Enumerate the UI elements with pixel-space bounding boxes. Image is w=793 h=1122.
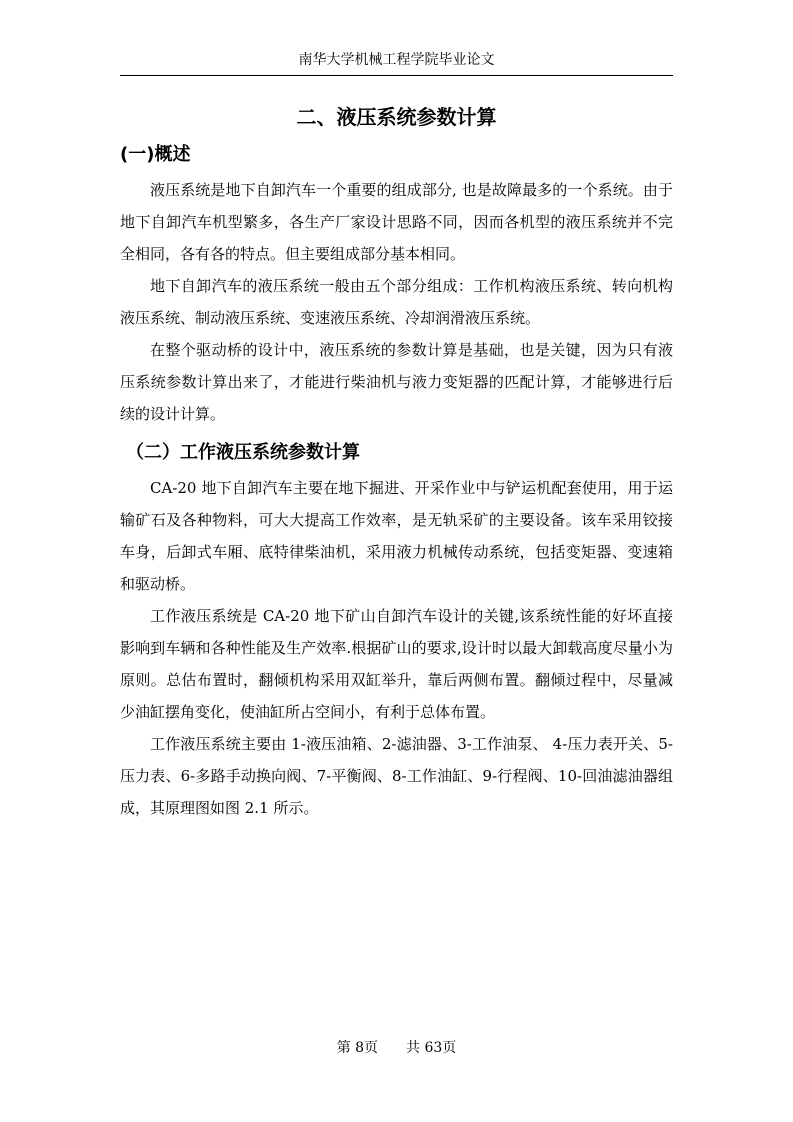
paragraph: 液压系统是地下自卸汽车一个重要的组成部分, 也是故障最多的一个系统。由于地下自卸汽车机型繁多，各生产厂家设计思路不同，因而各机型的液压系统并不完全相同，各有各的特点。但主要组成部分基本相同。 — [120, 181, 673, 263]
document-body — [120, 100, 673, 824]
paragraph: CA-20 地下自卸汽车主要在地下掘进、开采作业中与铲运机配套使用，用于运输矿石及各种物料，可大大提高工作效率，是无轨采矿的主要设备。该车采用铰接车身，后卸式车厢、底特律柴油机，采用液力机械传动系统，包括变矩器、变速箱和驱动桥。 — [120, 479, 673, 593]
chapter-title: 二、液压系统参数计算 — [296, 105, 497, 129]
header-rule — [120, 75, 673, 76]
paragraph: 工作液压系统是 CA-20 地下矿山自卸汽车设计的关键,该系统性能的好坏直接影响到车辆和各种性能及生产效率.根据矿山的要求,设计时以最大卸载高度尽量小为原则。总估布置时，翻倾机构采用双缸举升，靠后两侧布置。翻倾过程中，尽量减少油缸摆角变化，使油缸所占空间小，有利于总体布置。 — [120, 607, 673, 721]
page-number: 第 8页 — [336, 1040, 379, 1056]
paragraph: 地下自卸汽车的液压系统一般由五个部分组成：工作机构液压系统、转向机构液压系统、制动液压系统、变速液压系统、冷却润滑液压系统。 — [120, 277, 673, 327]
page-header: 南华大学机械工程学院毕业论文 — [298, 52, 495, 68]
page-footer — [120, 1038, 673, 1058]
section-title-hydraulic-calc: （二）工作液压系统参数计算 — [126, 442, 360, 463]
section-title-overview: (一)概述 — [120, 144, 191, 165]
paragraph: 在整个驱动桥的设计中，液压系统的参数计算是基础，也是关键，因为只有液压系统参数计算出来了，才能进行柴油机与液力变矩器的匹配计算，才能够进行后续的设计计算。 — [120, 341, 673, 423]
page-total: 共 63页 — [406, 1040, 457, 1056]
paragraph: 工作液压系统主要由 1-液压油箱、2-滤油器、3-工作油泵、 4-压力表开关、5-压力表、6-多路手动换向阀、7-平衡阀、8-工作油缸、9-行程阀、10-回油滤油器组成，其原理图如图 2.1 所示。 — [120, 735, 673, 817]
